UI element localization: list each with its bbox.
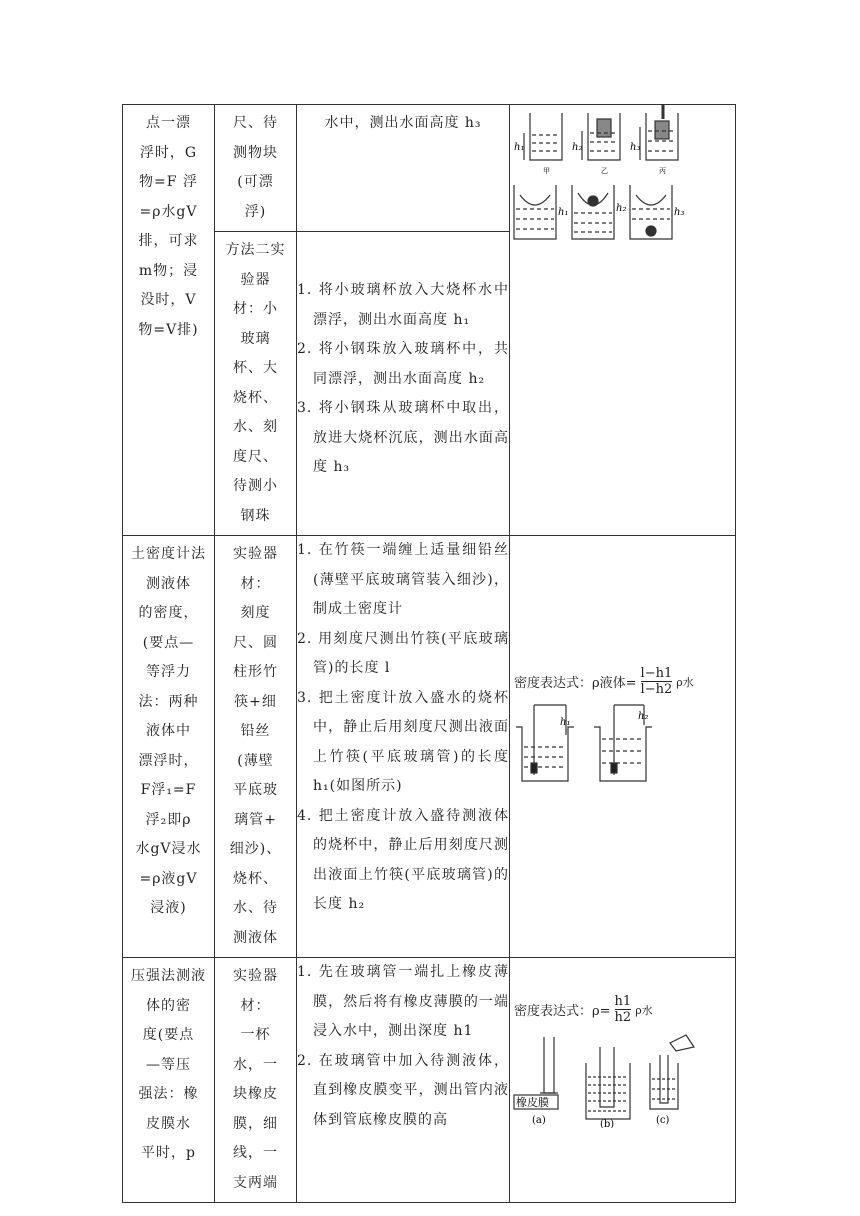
label-jia: 甲 bbox=[543, 167, 550, 175]
beaker-jia bbox=[524, 113, 562, 160]
row2-steps-list bbox=[297, 536, 509, 920]
row3-equipment-text bbox=[215, 958, 296, 1202]
equipment-line: 实验器材： bbox=[233, 546, 278, 592]
equipment-line: 待测小 bbox=[233, 478, 278, 494]
row1-equipment-top-cell bbox=[215, 105, 297, 232]
method-line: m物；浸 bbox=[138, 262, 199, 279]
label-fig-a: (a) bbox=[532, 1115, 546, 1126]
equipment-line: 刻度 bbox=[240, 605, 271, 621]
row2-equipment-cell bbox=[215, 536, 297, 958]
step-item: 1. 先在玻璃管一端扎上橡皮薄膜，然后将有橡皮薄膜的一端浸入水中，测出深度 h1 bbox=[297, 964, 509, 1039]
equipment-line: 膜，细 bbox=[233, 1115, 278, 1132]
method-line: =ρ液gV bbox=[139, 870, 198, 887]
equipment-line: 方法二实 bbox=[225, 242, 286, 258]
equipment-line: 测物块 bbox=[233, 144, 278, 161]
row1-figure-cell bbox=[510, 105, 736, 536]
label-h3-bottom: h₃ bbox=[674, 207, 685, 218]
row2-method-text bbox=[123, 536, 214, 928]
method-line: (要点— bbox=[142, 634, 195, 651]
label-hydro-h1: h₁ bbox=[560, 717, 571, 728]
method-line: 物=V排) bbox=[138, 321, 199, 338]
row2-formula-denominator: l−h2 bbox=[640, 682, 673, 697]
label-fig-c: (c) bbox=[656, 1115, 670, 1126]
row1-steps-top-text: 水中，测出水面高度 h₃ bbox=[324, 115, 482, 131]
step-item: 2. 用刻度尺测出竹筷(平底玻璃管)的长度 l bbox=[297, 630, 509, 676]
method-line: 液体中 bbox=[146, 723, 191, 739]
label-bing: 丙 bbox=[659, 167, 666, 175]
label-h2-bottom: h₂ bbox=[616, 203, 627, 214]
step-item: 2. 在玻璃管中加入待测液体，直到橡皮膜变平，测出管内液体到管底橡皮膜的高 bbox=[297, 1052, 509, 1128]
row1-steps-top-cell bbox=[297, 105, 510, 232]
label-yi: 乙 bbox=[601, 167, 608, 175]
equipment-line: 烧杯、 bbox=[233, 389, 278, 406]
step-item: 2. 将小钢珠放入玻璃杯中，共同漂浮，测出水面高度 h₂ bbox=[297, 341, 509, 387]
row3-formula-suffix: ρ水 bbox=[635, 1003, 653, 1017]
equipment-line: 水，一 bbox=[233, 1056, 278, 1073]
method-line: 浮₂即ρ bbox=[145, 811, 192, 828]
method-line: 排，可求 bbox=[138, 233, 199, 249]
method-line: 平时，p bbox=[141, 1145, 196, 1161]
method-line: 物=F 浮 bbox=[139, 174, 198, 190]
equipment-line: 一杯 bbox=[240, 1027, 271, 1043]
floating-cups-figure bbox=[510, 105, 735, 245]
method-line: 强法：橡 bbox=[138, 1086, 199, 1102]
method-line: 点一漂 bbox=[146, 115, 191, 131]
beaker-bottom-3 bbox=[630, 185, 672, 239]
method-line: 没时，V bbox=[140, 292, 197, 308]
row2-formula-suffix: ρ水 bbox=[676, 675, 694, 689]
equipment-line: 支两端 bbox=[233, 1174, 278, 1191]
label-h2-top: h₂ bbox=[572, 142, 583, 153]
equipment-line: (可漂 bbox=[237, 174, 274, 190]
row1-equipment-top-text bbox=[215, 105, 296, 231]
method-line: F浮₁=F bbox=[140, 782, 197, 798]
equipment-line: 平底玻 bbox=[233, 782, 278, 798]
method-line: =ρ水gV bbox=[139, 203, 198, 220]
equipment-line: 尺、待 bbox=[233, 115, 278, 131]
beaker-bottom-2 bbox=[572, 185, 614, 239]
equipment-line: 实验器材： bbox=[233, 968, 278, 1014]
equipment-line: 线，一 bbox=[233, 1145, 278, 1161]
row2-equipment-text bbox=[215, 536, 296, 957]
step-item: 3. 将小钢珠从玻璃杯中取出，放进大烧杯沉底，测出水面高度 h₃ bbox=[297, 400, 509, 475]
method-line: 土密度计法 bbox=[131, 546, 206, 562]
equipment-line: 璃管+ bbox=[234, 811, 277, 828]
row2-steps-cell bbox=[297, 536, 510, 958]
equipment-line: 烧杯、 bbox=[233, 870, 278, 887]
label-h3-top: h₃ bbox=[630, 142, 641, 153]
row1-method-text bbox=[123, 105, 214, 349]
equipment-line: 水、刻 bbox=[233, 419, 278, 435]
equipment-line: 水、待 bbox=[233, 900, 278, 916]
label-h1-top: h₁ bbox=[514, 142, 525, 153]
method-line: 的密度， bbox=[138, 605, 199, 621]
row3-equipment-cell bbox=[215, 958, 297, 1203]
step-item: 1. 将小玻璃杯放入大烧杯水中漂浮，测出水面高度 h₁ bbox=[297, 282, 509, 328]
row3-formula-prefix: 密度表达式：ρ= bbox=[514, 1004, 611, 1019]
row2-method-cell bbox=[123, 536, 215, 958]
row2-formula-prefix: 密度表达式：ρ液体= bbox=[514, 676, 637, 691]
row1-method-cell bbox=[123, 105, 215, 536]
method-line: 测液体 bbox=[146, 575, 191, 592]
row1-equipment-bottom-cell bbox=[215, 232, 297, 536]
label-fig-b: (b) bbox=[600, 1119, 615, 1128]
method-line: 皮膜水 bbox=[146, 1115, 191, 1132]
beaker-yi bbox=[582, 113, 620, 160]
row3-formula-fraction bbox=[615, 994, 632, 1025]
row3-method-text bbox=[123, 958, 214, 1173]
step-item: 1. 在竹筷一端缠上适量细铅丝(薄壁平底玻璃管装入细沙)，制成土密度计 bbox=[297, 542, 509, 617]
step-item: 4. 把土密度计放入盛待测液体的烧杯中，静止后用刻度尺测出液面上竹筷(平底玻璃管)的长度 h₂ bbox=[297, 807, 509, 912]
row3-figure-cell bbox=[510, 958, 736, 1203]
row2-figure-cell bbox=[510, 536, 736, 958]
equipment-line: 度尺、 bbox=[233, 448, 278, 465]
beaker-bottom-1 bbox=[514, 185, 556, 239]
method-line: 体的密 bbox=[146, 997, 191, 1014]
pressure-figure bbox=[510, 1033, 735, 1128]
row2-formula-fraction bbox=[641, 666, 673, 697]
equipment-line: 玻璃 bbox=[240, 330, 271, 347]
label-hydro-h2: h₂ bbox=[638, 711, 649, 722]
row1-steps-bottom-cell bbox=[297, 232, 510, 536]
label-h1-bottom: h₁ bbox=[558, 207, 569, 218]
experiment-table bbox=[122, 104, 736, 1203]
row1-equipment-bottom-text bbox=[215, 232, 296, 535]
row3-method-cell bbox=[123, 958, 215, 1203]
equipment-line: 筷+细 bbox=[234, 693, 277, 710]
equipment-line: 材：小 bbox=[233, 301, 278, 317]
row3-steps-list bbox=[297, 958, 509, 1135]
method-line: 等浮力 bbox=[146, 664, 191, 680]
hydrometer-figure bbox=[510, 697, 735, 797]
label-membrane: 橡皮膜 bbox=[516, 1096, 549, 1109]
equipment-line: 尺、圆 bbox=[233, 634, 278, 651]
step-item: 3. 把土密度计放入盛水的烧杯中，静止后用刻度尺测出液面上竹筷(平底玻璃管)的长度 h₁(如图所示) bbox=[297, 689, 509, 794]
equipment-line: (薄壁 bbox=[237, 752, 274, 769]
method-line: 度(要点 bbox=[142, 1027, 195, 1043]
method-line: —等压 bbox=[146, 1056, 191, 1073]
equipment-line: 测液体 bbox=[233, 929, 278, 946]
equipment-line: 细沙)、 bbox=[229, 841, 282, 857]
equipment-line: 浮) bbox=[244, 203, 267, 220]
equipment-line: 验器 bbox=[240, 271, 271, 288]
method-line: 浮时，G bbox=[139, 144, 198, 161]
row3-formula-numerator: h1 bbox=[614, 994, 632, 1009]
row3-formula-denominator: h2 bbox=[614, 1010, 632, 1025]
row3-steps-cell bbox=[297, 958, 510, 1203]
row2-formula-numerator: l−h1 bbox=[640, 666, 673, 681]
method-line: 法：两种 bbox=[138, 693, 199, 710]
row2-formula bbox=[510, 666, 735, 697]
row1-steps-list bbox=[297, 232, 509, 483]
equipment-line: 柱形竹 bbox=[233, 664, 278, 680]
equipment-line: 钢珠 bbox=[240, 507, 271, 524]
equipment-line: 块橡皮 bbox=[233, 1086, 278, 1102]
equipment-line: 杯、大 bbox=[233, 360, 278, 376]
method-line: 水gV浸水 bbox=[135, 841, 202, 857]
beaker-bing bbox=[640, 105, 678, 160]
row3-formula bbox=[510, 958, 735, 1033]
method-line: 压强法测液 bbox=[131, 968, 206, 984]
method-line: 浸液) bbox=[150, 900, 187, 916]
method-line: 漂浮时， bbox=[138, 752, 199, 769]
equipment-line: 铅丝 bbox=[240, 723, 271, 739]
